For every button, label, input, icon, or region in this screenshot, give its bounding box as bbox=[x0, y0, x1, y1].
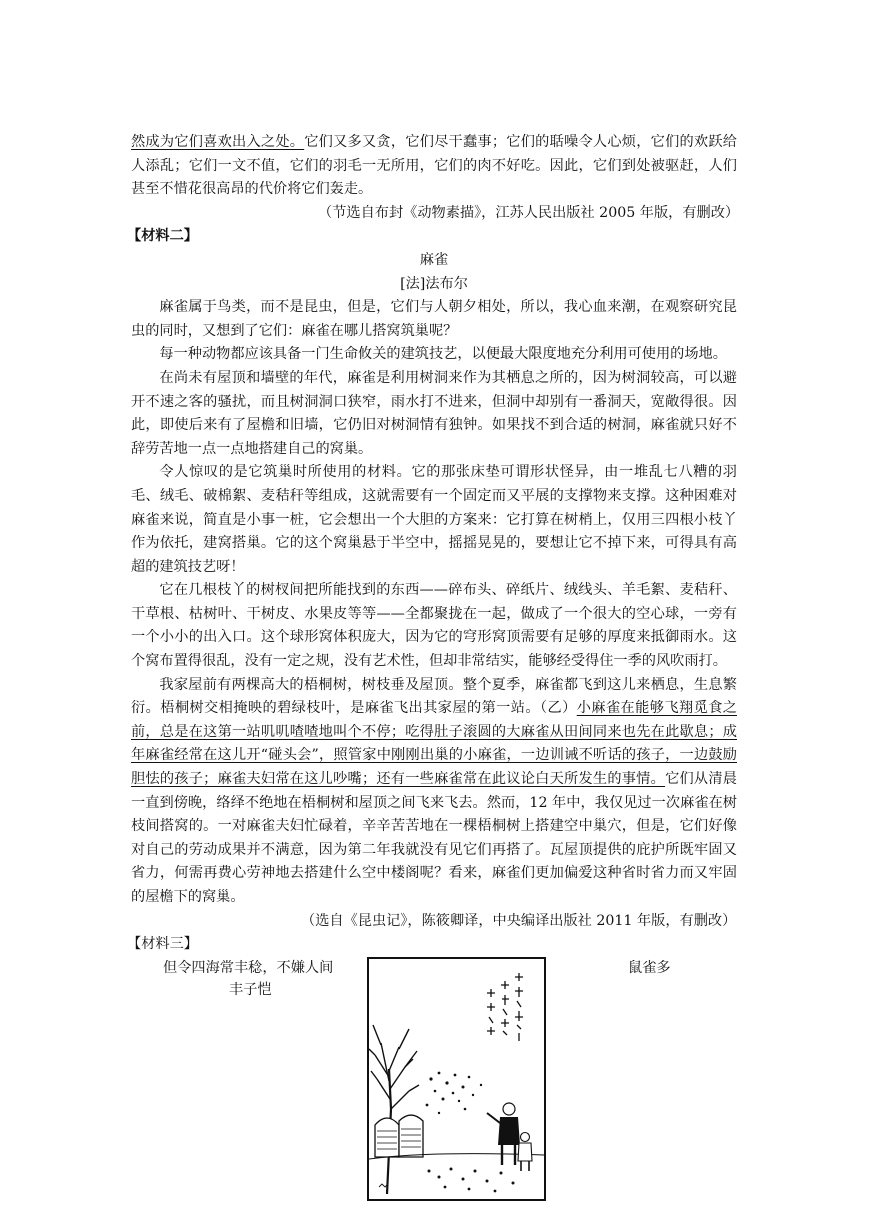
poem-line-1: 但令四海常丰稔，不嫌人间 bbox=[163, 959, 334, 976]
material1-rest: 它们又多又贪，它们尽干蠢事；它们的聒噪令人心烦，它们的欢跃给人添乱；它们一文不值，它们的羽毛一无所用，它们的肉不好吃。因此，它们到处被驱赶，人们甚至不惜花很高昂的代价将它们轰走。 bbox=[131, 134, 737, 198]
material2-author: [法]法布尔 bbox=[400, 275, 468, 292]
inscription-drawing bbox=[487, 973, 523, 1041]
paragraph-6-end: 它们从清晨一直到傍晚，络绎不绝地在梧桐树和屋顶之间飞来飞去。然而，12 年中，我仅见过一次麻雀在树枝间搭窝的。一对麻雀夫妇忙碌着，辛辛苦苦地在一棵梧桐树上搭建空中巢穴，但是，它们好像对自己的劳动成果并不满意，因为第二年我就没有见它们再搭了。瓦屋顶提供的庇护所既牢固又省力，何需再费心劳神地去搭建什么空中楼阁呢？看来，麻雀们更加偏爱这种省时省力而又牢固的屋檐下的窝巢。 bbox=[131, 771, 737, 905]
underlined-sentence: 然成为它们喜欢出入之处。 bbox=[131, 134, 305, 150]
tree-drawing bbox=[369, 1025, 419, 1194]
material2-heading: 【材料二】 bbox=[127, 228, 198, 245]
paragraph-3: 在尚未有屋顶和墙壁的年代，麻雀是利用树洞来作为其栖息之所的，因为树洞较高，可以避开不速之客的骚扰，而且树洞洞口狭窄，雨水打不进来，但洞中却别有一番洞天，宽敞得很。因此，即使后来有了屋檐和旧墙，它仍旧对树洞情有独钟。如果找不到合适的树洞，麻雀就只好不辞劳苦地一点一点地搭建自己的窝巢。 bbox=[131, 369, 737, 457]
poem-line-1-end: 鼠雀多 bbox=[628, 959, 671, 976]
paragraph-6 bbox=[131, 674, 737, 910]
ground-birds bbox=[428, 1167, 515, 1192]
feng-zikai-painting bbox=[367, 957, 546, 1201]
sparrows-drawing bbox=[426, 1071, 483, 1114]
material2-source: （选自《昆虫记》，陈筱卿译，中央编译出版社 2011 年版，有删改） bbox=[301, 912, 737, 929]
paragraph-2: 每一种动物都应该具备一门生命攸关的建筑技艺，以便最大限度地充分利用可使用的场地。 bbox=[159, 346, 727, 363]
document-page bbox=[127, 0, 740, 1197]
underlined-passage-yi: 小麻雀在能够飞翔觅食之前，总是在这第一站叽叽喳喳地叫个不停；吃得肚子滚圆的大麻雀从田间同来也先在此歇息；成年麻雀经常在这儿开“碰头会”，照管家中刚刚出巢的小麻雀，一边训诫不听话的孩子，一边鼓励胆怯的孩子；麻雀夫妇常在这儿吵嘴；还有一些麻雀常在此议论白天所发生的事情。 bbox=[131, 700, 737, 788]
material3-section bbox=[131, 957, 737, 1197]
figures-drawing bbox=[487, 1103, 532, 1171]
material3-heading: 【材料三】 bbox=[127, 936, 198, 953]
paragraph-6-start: 我家屋前有两棵高大的梧桐树，树枝垂及屋顶。整个夏季，麻雀都飞到这儿来栖息，生息繁衍。梧桐树交相掩映的碧绿枝叶，是麻雀飞出其家屋的第一站。（乙） bbox=[131, 676, 737, 717]
material1-source: （节选自布封《动物素描》，江苏人民出版社 2005 年版，有删改） bbox=[318, 204, 740, 221]
material2-title: 麻雀 bbox=[419, 251, 449, 268]
haystacks-drawing bbox=[375, 1115, 423, 1157]
paragraph-4: 令人惊叹的是它筑巢时所使用的材料。它的那张床垫可谓形状怪异，由一堆乱七八糟的羽毛、绒毛、破棉絮、麦秸秆等组成，这就需要有一个固定而又平展的支撑物来支撑。这种困难对麻雀来说，简直是小事一桩，它会想出一个大胆的方案来：它打算在树梢上，仅用三四根小枝丫作为依托，建窝搭巢。它的这个窝巢悬于半空中，摇摇晃晃的，要想让它不掉下来，可得具有高超的建筑技艺呀！ bbox=[131, 464, 737, 575]
painting-illustration bbox=[369, 959, 544, 1199]
paragraph-1: 麻雀属于鸟类，而不是昆虫，但是，它们与人朝夕相处，所以，我心血来潮，在观察研究昆虫的同时，又想到了它们：麻雀在哪儿搭窝筑巢呢？ bbox=[131, 299, 737, 339]
paragraph-5: 它在几根枝丫的树杈间把所能找到的东西——碎布头、碎纸片、绒线头、羊毛絮、麦秸秆、干草根、枯树叶、干树皮、水果皮等等——全都聚拢在一起，做成了一个很大的空心球，一旁有一个小小的出入口。这个球形窝体积庞大，因为它的穹形窝顶需要有足够的厚度来抵御雨水。这个窝布置得很乱，没有一定之规，没有艺术性，但却非常结实，能够经受得住一季的风吹雨打。 bbox=[131, 582, 737, 670]
material1-tail bbox=[131, 131, 737, 202]
poem-artist: 丰子恺 bbox=[229, 981, 272, 998]
